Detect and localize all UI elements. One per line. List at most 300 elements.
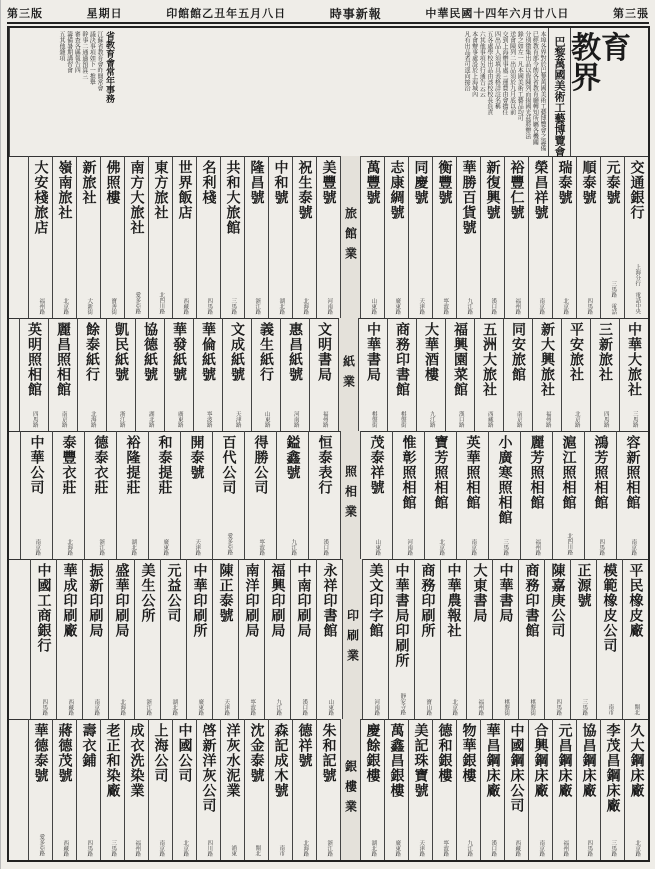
advertisement-column [480,156,504,318]
advertiser-detail: 九江路 [428,410,435,427]
advertiser-detail: 河南路 [406,538,413,555]
advertiser-name: 容新照相館 [624,435,641,510]
advertiser-detail: 寧波路 [249,698,256,715]
advertiser-detail: 棋盤街 [503,698,510,715]
advertiser-name: 嶺南旅社 [56,160,73,220]
advertisement-column [488,431,520,559]
advertiser-detail: 南京路 [158,839,165,856]
advertiser-detail: 三馬路 [230,297,237,314]
advertiser-detail: 四馬路 [586,839,593,856]
advertisement-column [309,318,338,431]
advertisement-column [100,719,124,860]
advertiser-detail: 寶山路 [425,698,432,715]
advertiser-detail: 九江路 [275,698,282,715]
advertisement-column [432,719,456,860]
advertiser-name: 商務印書館 [394,322,410,397]
advertisement-column [52,719,76,860]
advertisement-column [186,559,212,719]
section-title: 教育界 [571,31,631,96]
advertiser-detail: 西藏路 [514,839,521,856]
advertiser-name: 惠昌紙號 [287,322,303,382]
advertiser-detail: 山東路 [263,410,270,427]
advertiser-name: 美豐號 [320,160,337,205]
advertiser-name: 和泰提莊 [156,435,173,495]
advertiser-detail: 福州路 [321,410,328,427]
advertiser-detail: 寧波路 [442,297,449,314]
advertiser-detail: 四馬路 [555,698,562,715]
advertisement-column [76,719,100,860]
advertisement-column [622,559,648,719]
advertisement-column [222,318,251,431]
advertiser-name: 東方旅社 [152,160,169,220]
advertiser-name: 恒泰表行 [316,435,333,495]
advertiser-name: 鴻芳照相館 [592,435,609,510]
advertiser-name: 啓新洋灰公司 [200,723,217,813]
advertisement-column [570,559,596,719]
advertiser-detail: 天津路 [234,410,241,427]
advertisement-column [212,431,244,559]
article-line: 凡有出品者可逕向接洽 [463,31,471,91]
advertiser-name: 祝生泰號 [296,160,313,220]
advertiser-detail: 北海路 [119,698,126,715]
advertisement-column [408,156,432,318]
advertiser-detail: 福州路 [477,698,484,715]
advertiser-name: 慶餘銀樓 [364,723,381,783]
advertiser-name: 李茂昌鋼床廠 [604,723,621,813]
advertiser-detail: 北海路 [89,410,96,427]
advertiser-name: 華勝百貨號 [460,160,477,235]
advertiser-name: 小廣寒照相館 [496,435,513,525]
advertiser-detail: 福州路 [534,538,541,555]
advertisement-column [134,559,160,719]
advertiser-name: 裕隆提莊 [124,435,141,495]
advertiser-name: 大華酒樓 [423,322,439,382]
band-masthead [9,28,648,157]
advertisement-column [77,318,106,431]
advertiser-name: 文成紙號 [229,322,245,382]
advertiser-detail: 廣東路 [394,297,401,314]
advertisement-column [20,431,52,559]
article-line: 送會陳列二出品須於九月底以前 [508,31,516,115]
advertiser-detail: 北四川路 [566,533,573,555]
advertisement-column [160,559,186,719]
advertiser-name: 新旅社 [80,160,97,205]
advertiser-name: 中華農報社 [445,563,462,638]
advertisement-column [392,431,424,559]
sub-article-line: 五其他雜項 [58,31,66,61]
advertiser-detail: 廣東路 [162,538,169,555]
advertiser-detail: 河南路 [326,297,333,314]
article-line: 四出品人須填具表格詳註名稱 [493,31,501,109]
advertiser-detail: 廣東路 [176,410,183,427]
advertiser-name: 三新旅社 [597,322,613,382]
advertiser-name: 沈金泰號 [248,723,265,783]
advertisement-column [316,559,342,719]
advertiser-detail: 南京路 [93,698,100,715]
issue-number: 第三張 [612,7,649,20]
advertiser-name: 共和大旅館 [224,160,241,235]
advertiser-name: 滬江照相館 [560,435,577,510]
category-text: 紙業 [341,354,356,395]
advertiser-detail: 三馬路 電話 [610,280,617,314]
article-line: 五各處學校出品由該校校長負責 [485,31,493,115]
advertiser-detail: 愛多亞路 [226,533,233,555]
advertisement-column [440,559,466,719]
advertisement-column [28,719,52,860]
advertiser-detail: 九江路 [466,297,473,314]
advertisement-column [316,719,340,860]
advertisement-column [148,156,172,318]
category-label [340,431,360,559]
advertisement-column [196,719,220,860]
advertiser-detail: 山東路 [327,698,334,715]
advertiser-detail: 天津路 [418,297,425,314]
advertisement-column [518,559,544,719]
advertisement-column [503,318,532,431]
advertisement-column [84,431,116,559]
advertisement-column [504,156,528,318]
advertiser-name: 美生公所 [139,563,156,623]
advertiser-name: 名利棧 [200,160,217,205]
advertiser-detail: 福州路 [38,297,45,314]
article-line: 分別徵集出品以資陳列而揚國光茲將辦法 [523,31,531,139]
advertiser-detail: 湖北路 [278,297,285,314]
advertisement-column [264,559,290,719]
advertisement-column [290,559,316,719]
advertisement-column [360,431,392,559]
advertisement-column [268,719,292,860]
advertiser-name: 商務印書館 [523,563,540,638]
advertisement-column [316,156,340,318]
advertiser-name: 模範橡皮公司 [601,563,618,653]
advertisement-column [172,719,196,860]
advertiser-name: 平安旅社 [568,322,584,382]
sub-article-line: 幹事二通過預算三 [80,31,88,79]
advertisement-column [576,156,600,318]
advertisement-column [432,156,456,318]
advertiser-name: 大安棧旅店 [32,160,49,235]
advertiser-detail: 浦東 [230,845,237,856]
advertiser-detail: 北京路 [438,538,445,555]
advertiser-name: 中華大旅社 [626,322,642,397]
advertiser-detail: 九江路 [290,538,297,555]
advertisement-column [280,318,309,431]
advertisement-column [552,156,576,318]
advertiser-detail: 北京路 [182,839,189,856]
advertiser-detail: 四馬路 [86,839,93,856]
page-number: 第三版 [7,7,43,20]
advertiser-name: 中國公司 [176,723,193,783]
advertiser-name: 美記珠寶號 [412,723,429,798]
advertiser-detail: 漢口路 [490,297,497,314]
advertiser-detail: 棋盤街 [370,410,377,427]
advertiser-detail: 靜安寺路 [399,693,406,715]
advertisement-column [193,318,222,431]
advertiser-detail: 天津路 [194,538,201,555]
advertiser-name: 老正和染廠 [104,723,121,798]
advertiser-name: 壽衣鋪 [80,723,97,768]
advertiser-detail: 閘北 [254,845,261,856]
advertiser-name: 福興園菜館 [452,322,468,397]
advertisement-column [532,318,561,431]
advertisement-column [148,431,180,559]
advertiser-detail: 棋盤街 [529,698,536,715]
advertiser-name: 商務印刷所 [419,563,436,638]
advertisement-column [238,559,264,719]
advertiser-name: 合興鋼床廠 [532,723,549,798]
advertiser-name: 志康綢號 [388,160,405,220]
advertiser-name: 華成印刷廠 [61,563,78,638]
advertisement-column [358,318,387,431]
advertiser-name: 平民橡皮廠 [627,563,644,638]
advertisement-column [276,431,308,559]
advertisement-column [124,156,148,318]
advertiser-detail: 上海分行 電話中央 [634,264,641,314]
advertiser-name: 德和銀樓 [436,723,453,783]
advertisement-column [148,719,172,860]
advertiser-name: 正源號 [575,563,592,608]
advertiser-name: 衡豐號 [436,160,453,205]
advertiser-name: 森記成木號 [272,723,289,798]
advertiser-detail: 寶善街 [110,297,117,314]
advertiser-detail: 河南路 [292,410,299,427]
advertiser-name: 萬鑫昌銀樓 [388,723,405,798]
advertiser-name: 文明書局 [316,322,332,382]
advertisement-column [56,559,82,719]
category-label [342,559,362,719]
advertisement-column [19,318,48,431]
advertiser-detail: 南市 [607,704,614,715]
advertiser-detail: 浙江路 [118,410,125,427]
advertiser-detail: 南京路 [630,538,637,555]
advertisement-column [244,719,268,860]
advertisement-column [220,719,244,860]
advertisement-column [251,318,280,431]
advertiser-detail: 西藏路 [486,410,493,427]
page-frame [7,26,650,862]
advertiser-name: 同慶號 [412,160,429,205]
sub-article-line: 江蘇省教育會昨開常會 [96,31,103,91]
section-logo [570,28,648,156]
advertiser-name: 五洲大旅社 [481,322,497,397]
advertiser-detail: 浙江路 [98,538,105,555]
advertiser-detail: 大新街 [86,297,93,314]
advertiser-detail: 三馬路 [610,839,617,856]
advertiser-name: 福興印刷局 [269,563,286,638]
advertisement-column [124,719,148,860]
advertiser-detail: 漢口路 [490,839,497,856]
advertisement-column [244,431,276,559]
band-3 [9,431,648,560]
article-headline [548,28,570,156]
advertiser-name: 華昌鋼床廠 [484,723,501,798]
advertiser-name: 得勝公司 [252,435,269,495]
band-4 [9,559,648,720]
category-text: 印刷業 [345,609,360,669]
advertiser-detail: 寧波路 [258,538,265,555]
advertiser-detail: 三馬路 [502,538,509,555]
advertisement-column [52,431,84,559]
advertisement-column [561,318,590,431]
advertisement-column [600,156,624,318]
advertisement-column [384,719,408,860]
advertiser-name: 南洋印刷局 [243,563,260,638]
advertiser-detail: 北京路 [573,410,580,427]
advertisement-column [82,559,108,719]
advertiser-detail: 北京路 [562,297,569,314]
advertiser-name: 洋灰水泥業 [224,723,241,798]
advertisement-column [456,431,488,559]
advertiser-detail: 漢口路 [322,538,329,555]
advertiser-name: 中華書局印刷所 [393,563,410,668]
advertisement-column [28,156,52,318]
advertiser-detail: 北海路 [66,538,73,555]
advertiser-detail: 四馬路 [586,297,593,314]
advertiser-name: 元泰號 [604,160,621,205]
advertisement-column [180,431,212,559]
advertiser-detail: 湖北路 [171,698,178,715]
advertiser-name: 德祥號 [296,723,313,768]
article-line: 六其他事項另行通告云云 [478,31,486,97]
advertisement-column [552,719,576,860]
advertisement-column [268,156,292,318]
advertiser-detail: 南京路 [470,538,477,555]
advertiser-detail: 福州路 [544,410,551,427]
advertisement-column [292,156,316,318]
advertisement-column [504,719,528,860]
advertiser-name: 德泰衣莊 [92,435,109,495]
advertiser-name: 麗芳照相館 [528,435,545,510]
advertiser-name: 世界飯店 [176,160,193,220]
category-text: 照相業 [343,465,358,525]
sub-article-line: 籌備暑期講習會 [65,31,73,73]
advertisement-column [600,719,624,860]
advertiser-name: 同安旅館 [510,322,526,382]
advertisement-column [520,431,552,559]
advertisement-column [164,318,193,431]
advertisement-column [48,318,77,431]
category-text: 銀樓業 [343,759,358,820]
advertiser-detail: 北海路 [302,297,309,314]
advertiser-detail: 南市 [278,845,285,856]
advertiser-name: 振新印刷局 [87,563,104,638]
advertiser-detail: 福州路 [134,839,141,856]
sub-article-line: 議決事項如下一推舉 [88,31,96,85]
advertiser-detail: 湖北路 [147,410,154,427]
advertisement-column [416,318,445,431]
page-header [7,4,649,24]
sub-article-headline: 省教育會常年事務 [104,31,114,103]
advertiser-detail: 南京路 [34,538,41,555]
advertiser-name: 蔣德茂號 [56,723,73,783]
advertiser-detail: 山東路 [370,297,377,314]
printer-line: 印館館乙丑年五月八日 [166,7,287,20]
advertiser-name: 成衣洗染業 [128,723,145,798]
advertiser-name: 交通銀行 [628,160,645,220]
advertiser-name: 中和號 [272,160,289,205]
advertiser-name: 永祥印書館 [321,563,338,638]
advertiser-name: 萬豐號 [364,160,381,205]
advertiser-name: 鎰鑫號 [284,435,301,480]
advertisement-column [212,559,238,719]
advertiser-name: 中華書局 [365,322,381,382]
advertiser-detail: 寧波路 [205,410,212,427]
advertiser-name: 裕豐仁號 [508,160,525,220]
advertiser-detail: 四馬路 [31,410,38,427]
advertiser-detail: 四川路 [206,839,213,856]
advertiser-name: 新大興旅社 [539,322,555,397]
advertiser-name: 華發紙號 [171,322,187,382]
advertisement-column [172,156,196,318]
advertiser-name: 中華印刷所 [191,563,208,638]
advertiser-detail: 四馬路 [41,698,48,715]
advertiser-detail: 寧波路 [442,839,449,856]
advertisement-column [624,156,648,318]
advertisement-column [30,559,56,719]
advertiser-detail: 九江路 [466,839,473,856]
category-label [340,719,360,860]
advertiser-name: 物華銀樓 [460,723,477,783]
advertisement-column [456,719,480,860]
advertisement-column [445,318,474,431]
advertiser-name: 陳正泰號 [217,563,234,623]
advertiser-detail: 四馬路 [602,410,609,427]
advertisement-column [544,559,570,719]
category-label [340,156,360,318]
publication-date: 中華民國十四年六月廿八日 [425,7,570,20]
article-line: 錄之如左一凡本國美術工藝品均可 [516,31,524,121]
advertisement-column [308,431,340,559]
advertiser-name: 中國鋼床公司 [508,723,525,813]
advertiser-detail: 廣東路 [197,698,204,715]
advertisement-column [362,559,388,719]
advertiser-name: 凱民紙號 [113,322,129,382]
advertisement-column [408,719,432,860]
category-label [338,318,358,431]
advertiser-detail: 山東路 [374,538,381,555]
advertisement-column [108,559,134,719]
advertisement-column [619,318,648,431]
advertiser-name: 中華書局 [497,563,514,623]
advertiser-name: 隆昌號 [248,160,265,205]
advertiser-detail: 北京路 [62,297,69,314]
advertiser-name: 中華公司 [28,435,45,495]
advertiser-name: 寶芳照相館 [432,435,449,510]
advertiser-detail: 西藏路 [62,839,69,856]
band-5 [9,719,648,860]
advertiser-detail: 天津路 [418,839,425,856]
advertiser-detail: 愛多亞路 [134,292,141,314]
advertisement-column [360,719,384,860]
advertisement-column [456,156,480,318]
advertiser-name: 新復興號 [484,160,501,220]
advertisement-column [387,318,416,431]
article-line: 本會辦事處設於上海城內 [470,31,478,97]
advertiser-detail: 三馬路 [631,410,638,427]
advertiser-detail: 南京路 [538,839,545,856]
advertiser-detail: 廣東路 [394,839,401,856]
advertisement-column [576,719,600,860]
advertisement-column [474,318,503,431]
advertiser-detail: 北四川路 [158,292,165,314]
advertisement-column [616,431,648,559]
advertiser-detail: 浙江路 [145,698,152,715]
advertiser-name: 順泰號 [580,160,597,205]
advertiser-name: 中國工商銀行 [35,563,52,653]
advertiser-detail: 漢口路 [457,410,464,427]
advertisement-column [220,156,244,318]
advertiser-name: 大東書局 [471,563,488,623]
